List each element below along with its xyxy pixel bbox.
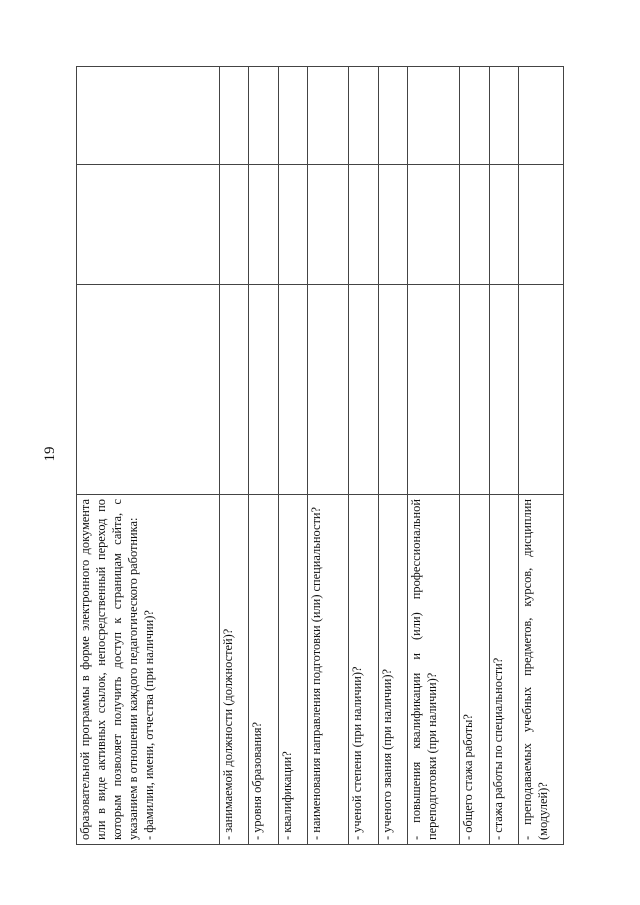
table-row [408, 67, 460, 845]
note-cell [77, 67, 220, 165]
criterion-cell: - уровня образования? [249, 495, 279, 845]
table-row [219, 67, 249, 845]
checklist-table-rotated [76, 67, 564, 845]
page-number: 19 [42, 446, 58, 462]
evidence-cell [219, 165, 249, 285]
evidence-cell [278, 165, 308, 285]
criterion-cell [77, 495, 220, 845]
criterion-cell: - стажа работы по специальности? [489, 495, 519, 845]
evidence-cell [308, 165, 349, 285]
criterion-cell: - квалификации? [278, 495, 308, 845]
evidence-cell [77, 165, 220, 285]
table-row [459, 67, 489, 845]
answer-cell [519, 285, 564, 495]
table-row [278, 67, 308, 845]
table-row [308, 67, 349, 845]
criterion-cell: - занимаемой должности (должностей)? [219, 495, 249, 845]
evidence-cell [519, 165, 564, 285]
criterion-cell: - преподаваемых учебных предметов, курсов, дисциплин (модулей)? [519, 495, 564, 845]
answer-cell [408, 285, 460, 495]
note-cell [459, 67, 489, 165]
note-cell [278, 67, 308, 165]
criterion-cell: - повышения квалификации и (или) профессиональной переподготовки (при наличии)? [408, 495, 460, 845]
criterion-cell: - ученого звания (при наличии)? [378, 495, 408, 845]
evidence-cell [249, 165, 279, 285]
table-row [77, 67, 220, 845]
evidence-cell [378, 165, 408, 285]
table-row [378, 67, 408, 845]
answer-cell [77, 285, 220, 495]
note-cell [219, 67, 249, 165]
note-cell [378, 67, 408, 165]
criterion-cell: - ученой степени (при наличии)? [348, 495, 378, 845]
criterion-cell: - наименования направления подготовки (или) специальности? [308, 495, 349, 845]
note-cell [348, 67, 378, 165]
answer-cell [489, 285, 519, 495]
note-cell [489, 67, 519, 165]
answer-cell [249, 285, 279, 495]
answer-cell [278, 285, 308, 495]
answer-cell [308, 285, 349, 495]
evidence-cell [489, 165, 519, 285]
evidence-cell [408, 165, 460, 285]
table-row [348, 67, 378, 845]
answer-cell [459, 285, 489, 495]
note-cell [519, 67, 564, 165]
note-cell [249, 67, 279, 165]
answer-cell [378, 285, 408, 495]
answer-cell [348, 285, 378, 495]
note-cell [308, 67, 349, 165]
answer-cell [219, 285, 249, 495]
evidence-cell [348, 165, 378, 285]
criterion-text: - фамилии, имени, отчества (при наличии)? [141, 610, 156, 840]
table-row [249, 67, 279, 845]
criterion-cell: - общего стажа работы? [459, 495, 489, 845]
criterion-text: образовательной программы в форме электронного документа или в виде активных ссылок, непосредственный переход по которым позволяет получить доступ к страницам сайта, с указанием в отношении каждого педагогического работника: [78, 499, 140, 840]
checklist-table [76, 66, 564, 845]
table-row [489, 67, 519, 845]
note-cell [408, 67, 460, 165]
table-row [519, 67, 564, 845]
evidence-cell [459, 165, 489, 285]
